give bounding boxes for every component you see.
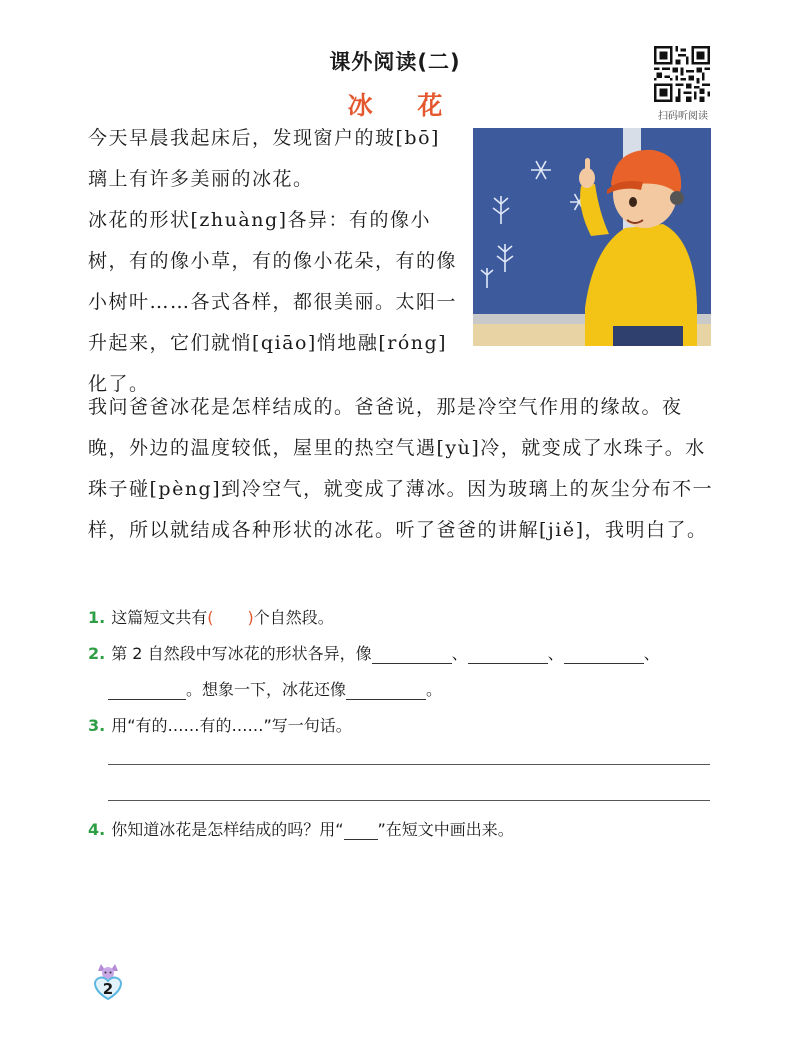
question-4: 4. 你知道冰花是怎样结成的吗？用“ ”在短文中画出来。 — [88, 820, 514, 839]
paragraph-1: 今天早晨我起床后，发现窗户的玻[bō]璃上有许多美丽的冰花。 — [88, 127, 440, 190]
story-title: 冰 花 — [347, 91, 461, 120]
question-number: 1. — [88, 608, 106, 627]
question-number: 4. — [88, 820, 106, 839]
question-2: 2. 第 2 自然段中写冰花的形状各异，像 、 、 、 — [88, 644, 660, 663]
underline-sample — [344, 823, 378, 840]
question-number: 3. — [88, 716, 106, 735]
question-1: 1. 这篇短文共有( )个自然段。 — [88, 608, 334, 627]
writing-line[interactable] — [108, 764, 710, 765]
section-title: 课外阅读(二) — [329, 50, 461, 74]
question-3: 3. 用“有的……有的……”写一句话。 — [88, 716, 352, 735]
answer-blank[interactable] — [346, 683, 426, 700]
boy-window-illustration — [473, 128, 711, 346]
paragraph-2: 冰花的形状[zhuàng]各异：有的像小树，有的像小草，有的像小花朵，有的像小树叶……各式各样，都很美丽。太阳一升起来，它们就悄[qiāo]悄地融[róng]化了。 — [88, 209, 458, 395]
page-number: 2 — [102, 980, 114, 998]
answer-paren-open: ( — [207, 608, 214, 627]
qr-caption: 扫码听阅读 — [658, 111, 708, 122]
qr-code-icon[interactable] — [654, 46, 710, 102]
answer-blank[interactable] — [372, 647, 452, 664]
answer-blank[interactable] — [564, 647, 644, 664]
question-number: 2. — [88, 644, 106, 663]
writing-line[interactable] — [108, 800, 710, 801]
answer-blank[interactable] — [213, 612, 247, 628]
answer-blank[interactable] — [468, 647, 548, 664]
question-2-line-2: 。想象一下，冰花还像 。 — [108, 680, 718, 700]
paragraph-3: 我问爸爸冰花是怎样结成的。爸爸说，那是冷空气作用的缘故。夜晚，外边的温度较低，屋里的热空气遇[yù]冷，就变成了水珠子。水珠子碰[pèng]到冷空气，就变成了薄冰。因为玻璃上的灰尘分布不一样，所以就结成各种形状的冰花。听了爸爸的讲解[jiě]，我明白了。 — [88, 396, 714, 541]
answer-blank[interactable] — [108, 683, 186, 700]
answer-paren-close: ) — [247, 608, 254, 627]
